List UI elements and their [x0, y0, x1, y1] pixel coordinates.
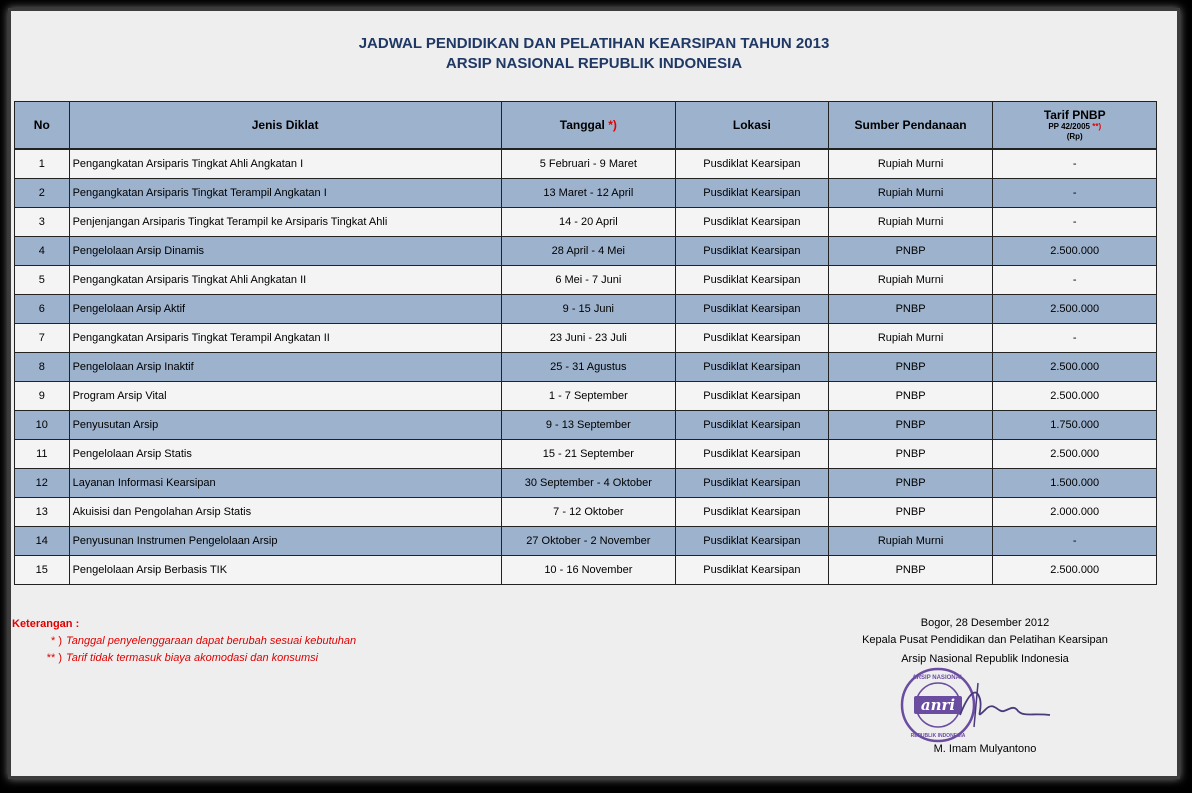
cell-tarif: 2.500.000	[993, 556, 1157, 585]
cell-sumber: PNBP	[828, 237, 993, 266]
cell-tanggal: 23 Juni - 23 Juli	[501, 324, 675, 353]
cell-tarif: 1.500.000	[993, 469, 1157, 498]
cell-tarif: -	[993, 149, 1157, 179]
cell-sumber: PNBP	[828, 295, 993, 324]
cell-sumber: Rupiah Murni	[828, 266, 993, 295]
cell-lokasi: Pusdiklat Kearsipan	[676, 324, 829, 353]
note-text: Tarif tidak termasuk biaya akomodasi dan konsumsi	[66, 652, 319, 664]
header-tanggal-mark: *)	[608, 118, 617, 132]
page-subtitle: ARSIP NASIONAL REPUBLIK INDONESIA	[445, 55, 743, 72]
cell-tanggal: 14 - 20 April	[501, 208, 675, 237]
cell-no: 3	[15, 208, 70, 237]
stamp-ring-bottom-text: REPUBLIK INDONESIA	[910, 733, 966, 739]
cell-sumber: Rupiah Murni	[828, 208, 993, 237]
header-tarif	[993, 102, 1157, 150]
cell-tarif: 2.000.000	[993, 498, 1157, 527]
cell-tanggal: 10 - 16 November	[501, 556, 675, 585]
cell-lokasi: Pusdiklat Kearsipan	[676, 411, 829, 440]
table-row	[15, 353, 1157, 382]
cell-tanggal: 1 - 7 September	[501, 382, 675, 411]
cell-tanggal: 9 - 13 September	[501, 411, 675, 440]
cell-lokasi: Pusdiklat Kearsipan	[676, 498, 829, 527]
cell-lokasi: Pusdiklat Kearsipan	[676, 440, 829, 469]
cell-tarif: -	[993, 266, 1157, 295]
cell-jenis: Penyusutan Arsip	[69, 411, 501, 440]
cell-no: 11	[15, 440, 70, 469]
cell-tarif: -	[993, 527, 1157, 556]
notes-heading: Keterangan :	[12, 618, 80, 630]
cell-lokasi: Pusdiklat Kearsipan	[676, 469, 829, 498]
note-item	[34, 635, 356, 647]
header-jenis: Jenis Diklat	[69, 102, 501, 150]
header-tarif-ref: PP 42/2005	[1048, 121, 1090, 131]
cell-tarif: -	[993, 179, 1157, 208]
cell-jenis: Pengelolaan Arsip Inaktif	[69, 353, 501, 382]
cell-sumber: PNBP	[828, 440, 993, 469]
stamp-logo-text: anri	[920, 696, 956, 714]
signatory-name: M. Imam Mulyantono	[933, 743, 1037, 755]
table-row	[15, 266, 1157, 295]
cell-no: 13	[15, 498, 70, 527]
cell-no: 9	[15, 382, 70, 411]
cell-tanggal: 13 Maret - 12 April	[501, 179, 675, 208]
cell-tanggal: 7 - 12 Oktober	[501, 498, 675, 527]
cell-lokasi: Pusdiklat Kearsipan	[676, 266, 829, 295]
note-item	[34, 652, 318, 664]
table-row	[15, 295, 1157, 324]
table-row	[15, 411, 1157, 440]
cell-tanggal: 27 Oktober - 2 November	[501, 527, 675, 556]
cell-jenis: Akuisisi dan Pengolahan Arsip Statis	[69, 498, 501, 527]
cell-no: 5	[15, 266, 70, 295]
cell-tarif: 2.500.000	[993, 295, 1157, 324]
cell-tarif: 2.500.000	[993, 382, 1157, 411]
cell-tanggal: 9 - 15 Juni	[501, 295, 675, 324]
cell-no: 10	[15, 411, 70, 440]
cell-jenis: Pengangkatan Arsiparis Tingkat Ahli Angkatan II	[69, 266, 501, 295]
cell-tanggal: 28 April - 4 Mei	[501, 237, 675, 266]
cell-no: 12	[15, 469, 70, 498]
header-tarif-ref-line	[997, 122, 1152, 132]
cell-no: 7	[15, 324, 70, 353]
table-row	[15, 324, 1157, 353]
header-lokasi: Lokasi	[676, 102, 829, 150]
table-row	[15, 382, 1157, 411]
cell-tarif: 1.750.000	[993, 411, 1157, 440]
cell-tarif: -	[993, 208, 1157, 237]
cell-jenis: Program Arsip Vital	[69, 382, 501, 411]
cell-tanggal: 6 Mei - 7 Juni	[501, 266, 675, 295]
note-text: Tanggal penyelenggaraan dapat berubah sesuai kebutuhan	[66, 635, 357, 647]
cell-no: 6	[15, 295, 70, 324]
cell-jenis: Pengangkatan Arsiparis Tingkat Ahli Angkatan I	[69, 149, 501, 179]
cell-tanggal: 30 September - 4 Oktober	[501, 469, 675, 498]
header-tanggal-label: Tanggal	[559, 118, 605, 132]
cell-lokasi: Pusdiklat Kearsipan	[676, 179, 829, 208]
schedule-table	[14, 101, 1157, 585]
cell-sumber: PNBP	[828, 382, 993, 411]
cell-lokasi: Pusdiklat Kearsipan	[676, 208, 829, 237]
cell-sumber: Rupiah Murni	[828, 149, 993, 179]
cell-sumber: Rupiah Murni	[828, 527, 993, 556]
header-tarif-label: Tarif PNBP	[1043, 107, 1106, 122]
cell-sumber: PNBP	[828, 498, 993, 527]
note-mark: * )	[51, 635, 62, 647]
cell-lokasi: Pusdiklat Kearsipan	[676, 527, 829, 556]
cell-lokasi: Pusdiklat Kearsipan	[676, 149, 829, 179]
table-row	[15, 527, 1157, 556]
cell-sumber: PNBP	[828, 556, 993, 585]
cell-sumber: PNBP	[828, 353, 993, 382]
cell-no: 2	[15, 179, 70, 208]
table-row	[15, 556, 1157, 585]
cell-jenis: Layanan Informasi Kearsipan	[69, 469, 501, 498]
signature-position-1: Kepala Pusat Pendidikan dan Pelatihan Kearsipan	[862, 634, 1108, 646]
cell-tanggal: 5 Februari - 9 Maret	[501, 149, 675, 179]
stamp-ring-top-text: ARSIP NASIONAL	[912, 675, 964, 681]
cell-lokasi: Pusdiklat Kearsipan	[676, 353, 829, 382]
cell-jenis: Pengangkatan Arsiparis Tingkat Terampil Angkatan II	[69, 324, 501, 353]
cell-tarif: -	[993, 324, 1157, 353]
cell-jenis: Penyusunan Instrumen Pengelolaan Arsip	[69, 527, 501, 556]
cell-no: 8	[15, 353, 70, 382]
cell-lokasi: Pusdiklat Kearsipan	[676, 382, 829, 411]
signature-place-date: Bogor, 28 Desember 2012	[920, 617, 1050, 629]
table-row	[15, 440, 1157, 469]
cell-lokasi: Pusdiklat Kearsipan	[676, 556, 829, 585]
header-no: No	[15, 102, 70, 150]
cell-no: 4	[15, 237, 70, 266]
table-row	[15, 149, 1157, 179]
cell-jenis: Penjenjangan Arsiparis Tingkat Terampil ke Arsiparis Tingkat Ahli	[69, 208, 501, 237]
table-header-row	[15, 102, 1157, 150]
cell-jenis: Pengelolaan Arsip Aktif	[69, 295, 501, 324]
table-row	[15, 179, 1157, 208]
cell-no: 14	[15, 527, 70, 556]
table-row	[15, 208, 1157, 237]
official-stamp-and-signature	[890, 665, 1060, 745]
cell-jenis: Pengangkatan Arsiparis Tingkat Terampil Angkatan I	[69, 179, 501, 208]
note-mark: ** )	[46, 652, 62, 664]
cell-tanggal: 15 - 21 September	[501, 440, 675, 469]
signature-position-2: Arsip Nasional Republik Indonesia	[901, 653, 1069, 665]
cell-jenis: Pengelolaan Arsip Dinamis	[69, 237, 501, 266]
table-row	[15, 498, 1157, 527]
cell-sumber: PNBP	[828, 469, 993, 498]
header-tanggal	[501, 102, 675, 150]
cell-jenis: Pengelolaan Arsip Berbasis TIK	[69, 556, 501, 585]
cell-sumber: Rupiah Murni	[828, 179, 993, 208]
table-row	[15, 469, 1157, 498]
header-sumber: Sumber Pendanaan	[828, 102, 993, 150]
header-tarif-unit: (Rp)	[1066, 131, 1083, 141]
cell-lokasi: Pusdiklat Kearsipan	[676, 237, 829, 266]
cell-jenis: Pengelolaan Arsip Statis	[69, 440, 501, 469]
header-tarif-mark: **)	[1092, 121, 1102, 131]
cell-lokasi: Pusdiklat Kearsipan	[676, 295, 829, 324]
cell-sumber: Rupiah Murni	[828, 324, 993, 353]
cell-tarif: 2.500.000	[993, 353, 1157, 382]
cell-sumber: PNBP	[828, 411, 993, 440]
cell-no: 1	[15, 149, 70, 179]
cell-tarif: 2.500.000	[993, 237, 1157, 266]
page-title: JADWAL PENDIDIKAN DAN PELATIHAN KEARSIPAN TAHUN 2013	[358, 35, 830, 52]
cell-tarif: 2.500.000	[993, 440, 1157, 469]
table-row	[15, 237, 1157, 266]
cell-no: 15	[15, 556, 70, 585]
cell-tanggal: 25 - 31 Agustus	[501, 353, 675, 382]
